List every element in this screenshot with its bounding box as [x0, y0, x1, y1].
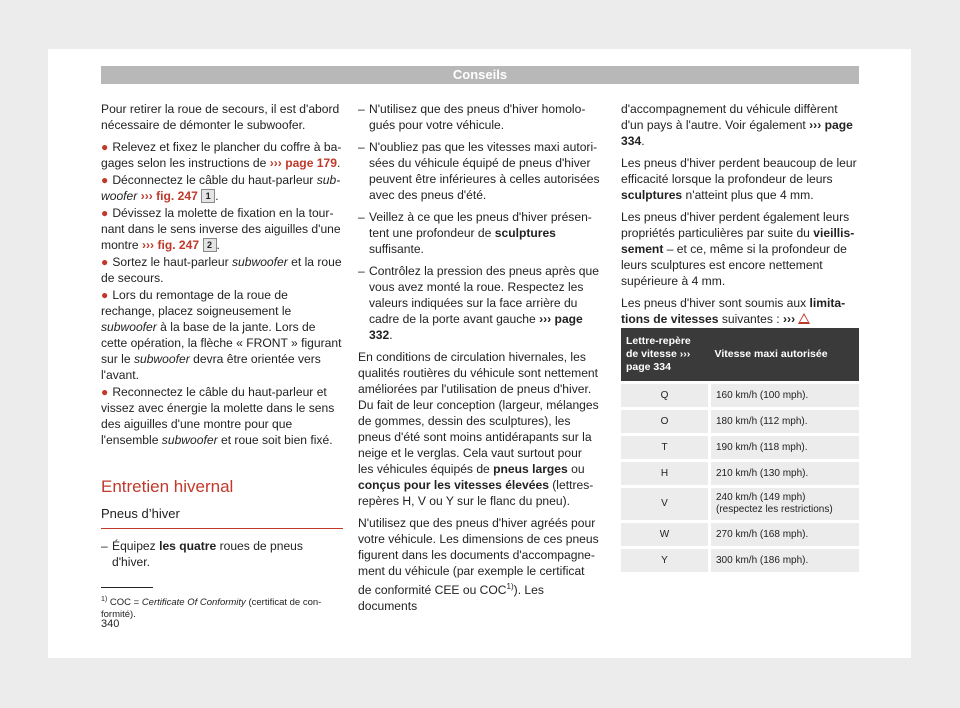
bullet-item: ● Dévissez la molette de fixation en la tournant dans le sens inverse des aiguilles d'une montre ››› fig. 247 2 . [101, 206, 341, 252]
bullet-icon: ● [101, 255, 109, 269]
header-bar: Conseils [101, 66, 859, 84]
footnote-ref: 1) [506, 582, 514, 591]
figure-link[interactable]: ››› fig. 247 [142, 238, 200, 252]
sub-title: Pneus d’hiver [101, 506, 343, 529]
bullet-item: ● Sortez le haut-parleur subwoofer et la roue de secours. [101, 255, 342, 285]
dash-marker: – [358, 102, 365, 116]
dash-marker: – [101, 539, 108, 553]
intro-paragraph: Pour retirer la roue de secours, il est d'abord nécessaire de démonter le subwoofer. [101, 102, 340, 132]
speed-value-cell: 240 km/h (149 mph) (respectez les restrictions) [710, 487, 860, 522]
dash-item: – N'oubliez pas que les vitesses maxi autorisées du véhicule équipé de pneus d'hiver peuvent être inférieures à celles autorisées avec des pneus d'été. [358, 140, 600, 202]
table-row [621, 383, 859, 409]
callout-number: 1 [201, 189, 215, 203]
speed-value-cell: 180 km/h (112 mph). [710, 409, 860, 435]
paragraph: Les pneus d'hiver perdent beaucoup de leur efficacité lorsque la profondeur de leurs sculptures n'atteint plus que 4 mm. [621, 156, 857, 202]
bullet-icon: ● [101, 140, 109, 154]
dash-item: – Équipez les quatre roues de pneus d'hiver. [101, 539, 303, 569]
bullet-item: ● Relevez et fixez le plancher du coffre à bagages selon les instructions de ››› page 179. [101, 140, 342, 170]
speed-table [621, 328, 859, 572]
bullet-icon: ● [101, 288, 109, 302]
speed-letter-cell: O [621, 409, 710, 435]
warning-link[interactable]: ››› [783, 312, 796, 326]
column-2 [358, 101, 600, 620]
paragraph: Les pneus d'hiver perdent également leurs propriétés particulières par suite du vieillissement – et ce, même si la profondeur de leurs sculptures est encore nettement supérieure à 4 mm. [621, 210, 855, 288]
paragraph: En conditions de circulation hivernales, les qualités routières du véhicule sont nettement améliorées par l'utilisation de pneus d'hiver. Du fait de leur conception (largeur, mélanges de gommes, dessin des sculptures), les pneus d'été sont moins antidérapants sur la neige et le verglas. Cela vaut surtout pour les véhicules équipés de pneus larges ou conçus pour les vitesses élevées (lettres-repères H, V ou Y sur le flanc du pneu). [358, 350, 599, 508]
page-link[interactable]: ››› page 332 [369, 312, 583, 342]
bullet-icon: ● [101, 206, 109, 220]
table-row [621, 548, 859, 573]
bullet-item: ● Déconnectez le câble du haut-parleur subwoofer ››› fig. 247 1 . [101, 173, 341, 203]
dash-marker: – [358, 140, 365, 154]
dash-marker: – [358, 210, 365, 224]
speed-letter-cell: Q [621, 383, 710, 409]
table-row [621, 522, 859, 548]
callout-number: 2 [203, 238, 217, 252]
bullet-icon: ● [101, 385, 109, 399]
section-title: Entretien hivernal [101, 477, 234, 496]
speed-value-cell: 190 km/h (118 mph). [710, 435, 860, 461]
speed-value-cell: 210 km/h (130 mph). [710, 461, 860, 487]
table-row [621, 435, 859, 461]
warning-icon[interactable] [798, 313, 810, 324]
table-row [621, 487, 859, 522]
page-number: 340 [101, 618, 120, 630]
speed-letter-cell: W [621, 522, 710, 548]
bullet-icon: ● [101, 173, 109, 187]
speed-letter-cell: T [621, 435, 710, 461]
column-1 [101, 101, 343, 576]
dash-item: – Contrôlez la pression des pneus après que vous avez monté la roue. Respectez les valeurs indiquées sur la face arrière du cadre de la porte avant gauche ››› page 332. [358, 264, 599, 342]
table-row [621, 461, 859, 487]
paragraph: N'utilisez que des pneus d'hiver agréés pour votre véhicule. Les dimensions de ces pneus figurent dans les documents d'accompagnement du véhicule (par exemple le certificat de conformité CEE ou COC$^{1)}$). Les documents [358, 516, 599, 614]
paragraph: Les pneus d'hiver sont soumis aux limitations de vitesses suivantes : ››› [621, 296, 846, 326]
table-row [621, 409, 859, 435]
footnote-divider [101, 587, 153, 588]
speed-value-cell: 300 km/h (186 mph). [710, 548, 860, 573]
speed-value-cell: 270 km/h (168 mph). [710, 522, 860, 548]
bullet-item: ● Reconnectez le câble du haut-parleur et vissez avec énergie la molette dans le sens des aiguilles d'une montre pour que l'ensemble subwoofer et roue soit bien fixé. [101, 385, 335, 447]
page-link[interactable]: ››› page 334 [621, 118, 853, 148]
speed-value-cell: 160 km/h (100 mph). [710, 383, 860, 409]
page-link[interactable]: ››› page 179 [269, 156, 337, 170]
bullet-item: ● Lors du remontage de la roue de rechange, placez soigneusement le subwoofer à la base de la jante. Lors de cette opération, la flèche « FRONT » figurant sur le subwoofer devra être orientée vers l'avant. [101, 288, 342, 382]
speed-letter-cell: V [621, 487, 710, 522]
figure-link[interactable]: ››› fig. 247 [140, 189, 198, 203]
paragraph: d'accompagnement du véhicule diffèrent d'un pays à l'autre. Voir également ››› page 334. [621, 102, 853, 148]
table-header-letter: Lettre-repère de vitesse ››› page 334 [621, 328, 710, 383]
speed-letter-cell: Y [621, 548, 710, 573]
speed-letter-cell: H [621, 461, 710, 487]
dash-marker: – [358, 264, 365, 278]
footnote: $^{1)}$ COC = Certificate Of Conformity (certificat de conformité). [101, 596, 322, 621]
column-3 [621, 101, 860, 333]
table-header-speed: Vitesse maxi autorisée [710, 328, 860, 383]
dash-item: – Veillez à ce que les pneus d'hiver présentent une profondeur de sculptures suffisante. [358, 210, 592, 256]
dash-item: – N'utilisez que des pneus d'hiver homologués pour votre véhicule. [358, 102, 586, 132]
